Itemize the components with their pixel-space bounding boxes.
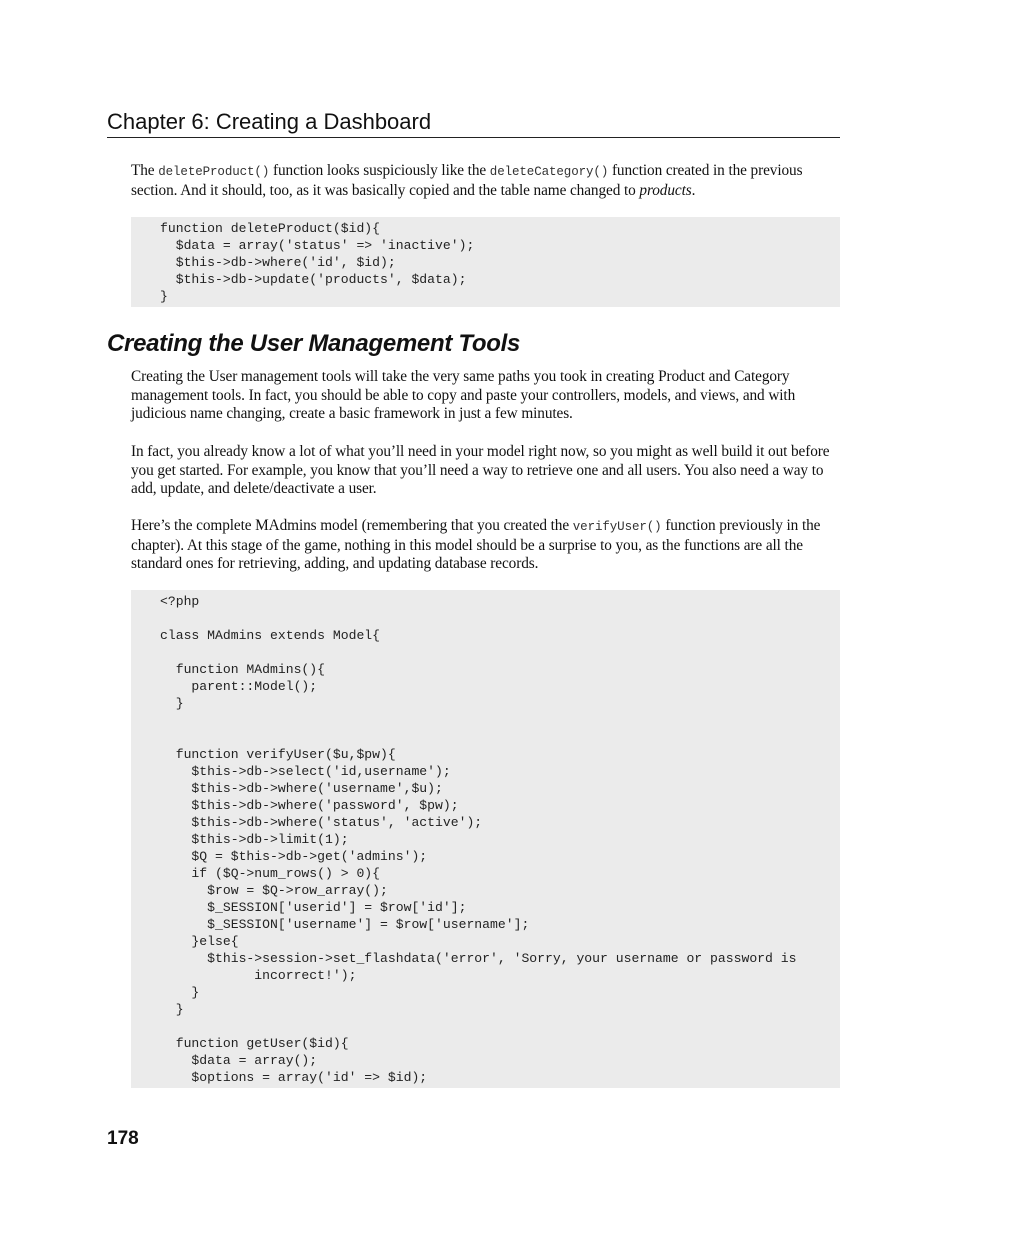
text: . xyxy=(691,181,696,199)
code-block-delete-product: function deleteProduct($id){ $data = array('status' => 'inactive'); $this->db->where('id', $id); $this->db->update('products', $data); } xyxy=(131,217,840,307)
paragraph-intro xyxy=(131,162,841,200)
inline-code: deleteProduct() xyxy=(158,165,270,179)
paragraph-model-plan: In fact, you already know a lot of what you’ll need in your model right now, so you might as well build it out before you get started. For example, you know that you’ll need a way to retrieve one and all users. You also need a way to add, update, and delete/deactivate a user. xyxy=(131,443,830,498)
text: function previously in the chapter). At this stage of the game, nothing in this model should be a surprise to you, as the functions are all the standard ones for retrieving, adding, and updating database records. xyxy=(131,517,821,573)
section-heading: Creating the User Management Tools xyxy=(107,330,520,357)
italic-text: products xyxy=(639,181,692,199)
text: Here’s the complete MAdmins model (remembering that you created the xyxy=(131,517,573,534)
text: function created in the previous section. And it should, too, as it was basically copied and the table name changed to xyxy=(131,162,803,199)
code-block-madmins-model: <?php class MAdmins extends Model{ function MAdmins(){ parent::Model(); } function verifyUser($u,$pw){ $this->db->select('id,username'); $this->db->where('username',$u); $this->db->where('password', $pw); $this->db->where('status', 'active'); $this->db->limit(1); $Q = $this->db->get('admins'); if ($Q->num_rows() > 0){ $row = $Q->row_array(); $_SESSION['userid'] = $row['id']; $_SESSION['username'] = $row['username']; }else{ $this->session->set_flashdata('error', 'Sorry, your username or password is incorrect!'); } } function getUser($id){ $data = array(); $options = array('id' => $id); xyxy=(131,590,840,1088)
paragraph-madmins-intro xyxy=(131,517,841,574)
paragraph-user-tools: Creating the User management tools will take the very same paths you took in creating Product and Category management tools. In fact, you should be able to copy and paste your controllers, models, and views, and with judicious name changing, create a basic framework in just a few minutes. xyxy=(131,368,796,423)
text: The xyxy=(131,162,159,179)
chapter-header: Chapter 6: Creating a Dashboard xyxy=(107,108,840,138)
inline-code: deleteCategory() xyxy=(489,165,609,179)
text: function looks suspiciously like the xyxy=(269,162,490,179)
page-number: 178 xyxy=(107,1128,139,1149)
inline-code: verifyUser() xyxy=(572,520,662,534)
